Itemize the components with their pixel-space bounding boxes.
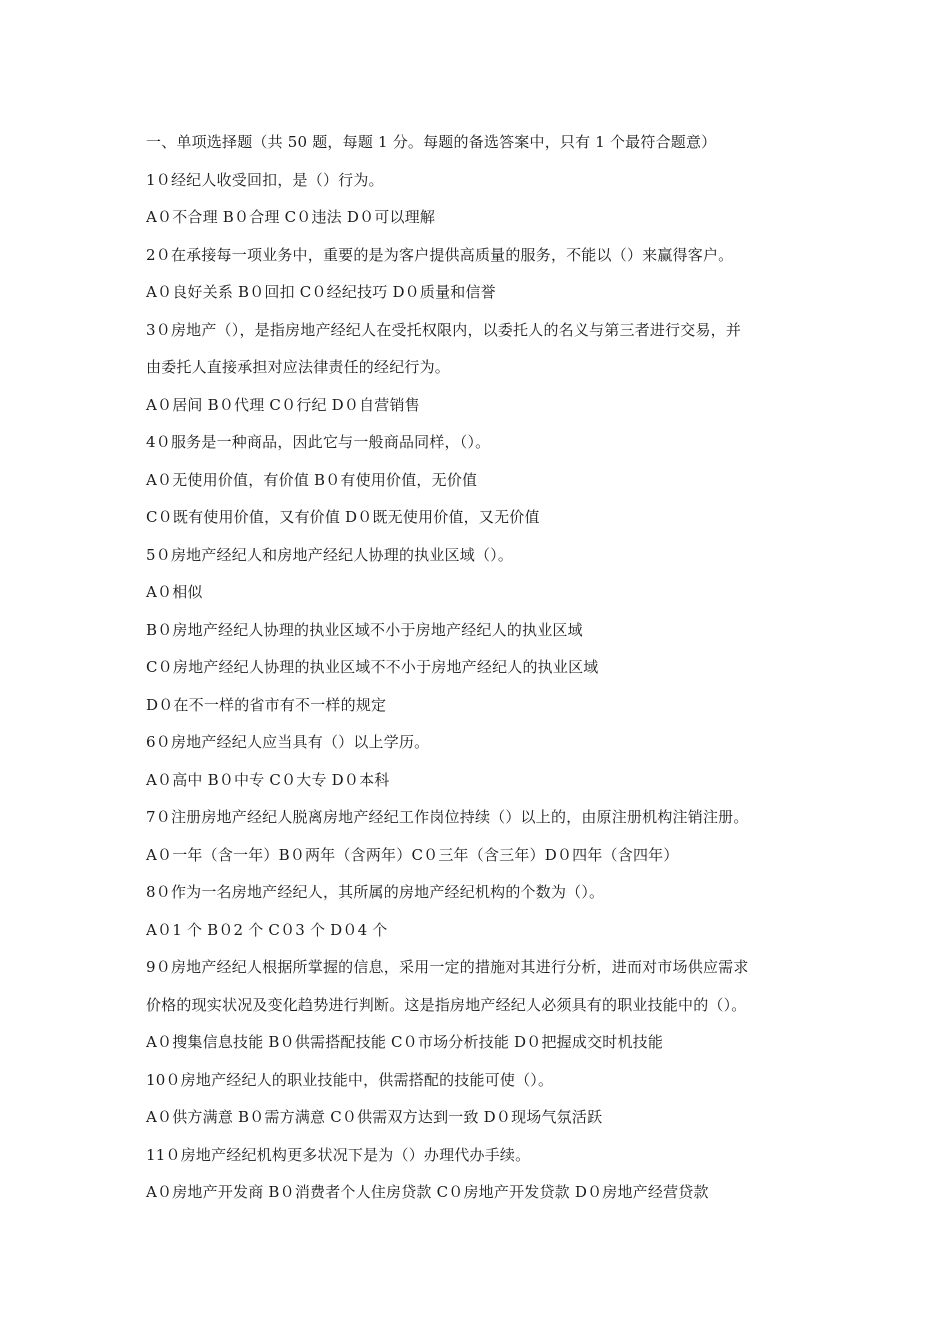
question-11: 11０房地产经纪机构更多状况下是为（）办理代办手续。 xyxy=(146,1145,531,1164)
section-heading: 一、单项选择题（共 50 题，每题 1 分。每题的备选答案中，只有 1 个最符合题意） xyxy=(146,133,717,151)
document-body xyxy=(146,124,846,1212)
question-11-options: A０房地产开发商 B０消费者个人住房贷款 C０房地产开发贷款 D０房地产经营贷款 xyxy=(146,1183,709,1201)
question-7-options: A０一年（含一年）B０两年（含两年）C０三年（含三年）D０四年（含四年） xyxy=(146,845,679,864)
question-3-options: A０居间 B０代理 C０行纪 D０自营销售 xyxy=(146,395,420,414)
question-2: 2０在承接每一项业务中，重要的是为客户提供高质量的服务，不能以（）来赢得客户。 xyxy=(146,245,734,264)
question-4-options-cd: C０既有使用价值，又有价值 D０既无使用价值，又无价值 xyxy=(146,508,540,526)
question-10-options: A０供方满意 B０需方满意 C０供需双方达到一致 D０现场气氛活跃 xyxy=(146,1108,603,1126)
question-5: 5０房地产经纪人和房地产经纪人协理的执业区域（）。 xyxy=(146,545,514,564)
question-9-continued: 价格的现实状况及变化趋势进行判断。这是指房地产经纪人必须具有的职业技能中的（）。 xyxy=(146,995,747,1014)
question-9: 9０房地产经纪人根据所掌握的信息，采用一定的措施对其进行分析，进而对市场供应需求 xyxy=(146,958,749,976)
question-8-options: A０1 个 B０2 个 C０3 个 D０4 个 xyxy=(146,920,388,939)
question-2-options: A０良好关系 B０回扣 C０经纪技巧 D０质量和信誉 xyxy=(146,283,496,301)
question-5-option-c: C０房地产经纪人协理的执业区域不不小于房地产经纪人的执业区域 xyxy=(146,658,599,676)
question-5-option-b: B０房地产经纪人协理的执业区域不小于房地产经纪人的执业区域 xyxy=(146,620,583,639)
question-4-options-ab: A０无使用价值，有价值 B０有使用价值，无价值 xyxy=(146,470,478,489)
question-3: 3０房地产（），是指房地产经纪人在受托权限内，以委托人的名义与第三者进行交易，并 xyxy=(146,320,742,339)
question-6: 6０房地产经纪人应当具有（）以上学历。 xyxy=(146,733,430,751)
question-6-options: A０高中 B０中专 C０大专 D０本科 xyxy=(146,770,390,789)
question-5-option-d: D０在不一样的省市有不一样的规定 xyxy=(146,695,387,714)
question-10: 10０房地产经纪人的职业技能中，供需搭配的技能可使（）。 xyxy=(146,1070,554,1089)
question-3-continued: 由委托人直接承担对应法律责任的经纪行为。 xyxy=(146,358,451,376)
question-8: 8０作为一名房地产经纪人，其所属的房地产经纪机构的个数为（）。 xyxy=(146,883,605,901)
question-9-options: A０搜集信息技能 B０供需搭配技能 C０市场分析技能 D０把握成交时机技能 xyxy=(146,1033,664,1051)
question-5-option-a: A０相似 xyxy=(146,583,203,601)
question-1-options: A０不合理 B０合理 C０违法 D０可以理解 xyxy=(146,208,436,226)
question-7: 7０注册房地产经纪人脱离房地产经纪工作岗位持续（）以上的，由原注册机构注销注册。 xyxy=(146,808,749,826)
question-4: 4０服务是一种商品，因此它与一般商品同样，（）。 xyxy=(146,433,491,451)
question-1: 1０经纪人收受回扣，是（）行为。 xyxy=(146,170,384,189)
